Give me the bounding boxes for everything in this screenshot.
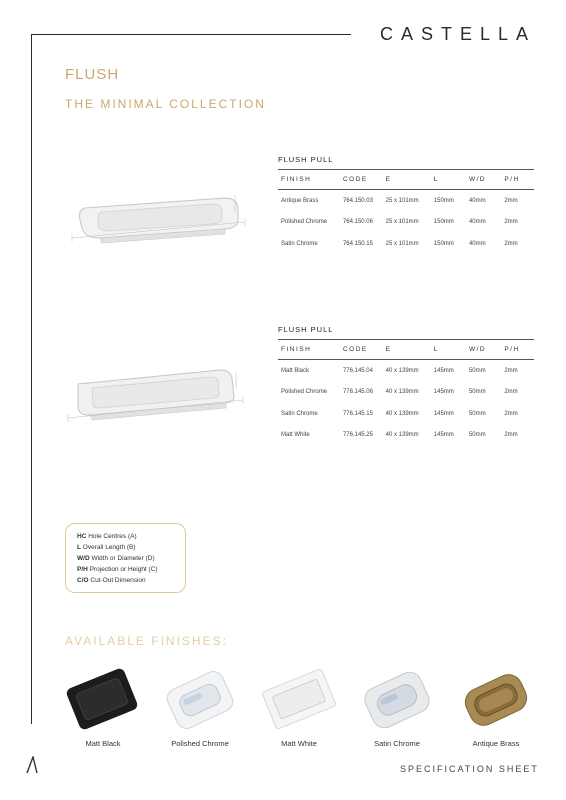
column-header-finish: FINISH <box>278 340 340 360</box>
table-cell: Satin Chrome <box>281 240 318 247</box>
table-cell: 2mm <box>504 367 518 374</box>
footer-label: SPECIFICATION SHEET <box>400 764 539 774</box>
finish-swatch-polished-chrome <box>160 665 240 748</box>
table-row <box>278 360 534 382</box>
column-header-ph: P/H <box>501 170 534 190</box>
table-header-row <box>278 170 534 190</box>
table-cell: 40 x 139mm <box>385 367 419 374</box>
legend-abbr: HC <box>77 533 87 540</box>
finish-label: Satin Chrome <box>374 739 420 748</box>
column-header-code: CODE <box>340 340 383 360</box>
table-row <box>278 403 534 425</box>
legend-text: Cut-Out Dimension <box>90 577 146 584</box>
column-header-l: L <box>431 170 466 190</box>
available-finishes-heading: AVAILABLE FINISHES: <box>65 634 228 648</box>
column-header-code: CODE <box>340 170 383 190</box>
table-cell: 2mm <box>504 410 518 417</box>
finish-swatch-matt-black <box>63 665 143 748</box>
finish-swatch-matt-white <box>259 665 339 748</box>
spec-table-heading: FLUSH PULL <box>278 325 334 334</box>
legend-abbr: C/O <box>77 577 89 584</box>
table-cell: 25 x 101mm <box>385 197 419 204</box>
table-cell: 2mm <box>504 389 518 396</box>
table-cell: Polished Chrome <box>281 389 328 396</box>
legend-item <box>66 566 185 577</box>
table-row <box>278 190 534 212</box>
legend-abbr: W/D <box>77 555 90 562</box>
table-cell: 764.150.15 <box>342 240 373 247</box>
legend-text: Projection or Height (C) <box>89 566 158 573</box>
legend-text: Hole Centres (A) <box>88 533 137 540</box>
table-cell: 145mm <box>433 367 454 374</box>
table-cell: 40 x 139mm <box>385 389 419 396</box>
table-cell: 25 x 101mm <box>385 219 419 226</box>
finish-label: Antique Brass <box>472 739 520 748</box>
column-header-e: E <box>383 170 431 190</box>
table-cell: 50mm <box>468 389 486 396</box>
finish-image <box>160 665 240 735</box>
product-drawing-flush-pull-1 <box>60 190 250 260</box>
table-cell: 776.145.15 <box>342 410 373 417</box>
finish-swatch-satin-chrome <box>357 665 437 748</box>
table-cell: 776.145.25 <box>342 432 373 439</box>
product-drawing-flush-pull-2 <box>60 360 250 435</box>
table-cell: Polished Chrome <box>281 219 328 226</box>
column-header-wd: W/D <box>466 340 501 360</box>
abbreviation-legend <box>65 523 186 593</box>
table-cell: 150mm <box>433 197 454 204</box>
table-cell: 40 x 139mm <box>385 410 419 417</box>
table-cell: 2mm <box>504 219 518 226</box>
legend-abbr: L <box>77 544 81 551</box>
legend-item <box>66 533 185 544</box>
finish-image <box>456 665 536 735</box>
table-row <box>278 212 534 234</box>
table-cell: 776.145.04 <box>342 367 373 374</box>
table-cell: 764.150.06 <box>342 219 373 226</box>
frame-left-line <box>31 34 32 724</box>
finish-image <box>357 665 437 735</box>
table-cell: 2mm <box>504 197 518 204</box>
legend-text: Width or Diameter (D) <box>91 555 155 562</box>
frame-top-line <box>31 34 351 35</box>
table-cell: Matt Black <box>281 367 310 374</box>
table-cell: 764.150.03 <box>342 197 373 204</box>
spec-table-flush-pull-2 <box>278 325 534 446</box>
legend-item <box>66 577 185 588</box>
table-cell: 2mm <box>504 240 518 247</box>
table-row <box>278 233 534 255</box>
column-header-wd: W/D <box>466 170 501 190</box>
table-cell: 40mm <box>468 219 486 226</box>
table-cell: Antique Brass <box>281 197 319 204</box>
spec-table-flush-pull-1 <box>278 155 534 255</box>
table-cell: 25 x 101mm <box>385 240 419 247</box>
finish-label: Matt Black <box>85 739 121 748</box>
spec-table-heading: FLUSH PULL <box>278 155 334 164</box>
column-header-e: E <box>383 340 431 360</box>
table-cell: 50mm <box>468 410 486 417</box>
table-cell: 150mm <box>433 240 454 247</box>
legend-text: Overall Length (B) <box>82 544 136 551</box>
finish-label: Matt White <box>281 739 317 748</box>
finish-label: Polished Chrome <box>171 739 229 748</box>
table-cell: 50mm <box>468 367 486 374</box>
table-cell: Matt White <box>281 432 310 439</box>
table-header-row <box>278 340 534 360</box>
table-cell: Satin Chrome <box>281 410 318 417</box>
table-cell: 2mm <box>504 432 518 439</box>
table-cell: 150mm <box>433 219 454 226</box>
page-title: FLUSH <box>65 66 120 83</box>
table-cell: 776.145.06 <box>342 389 373 396</box>
legend-item <box>66 544 185 555</box>
column-header-ph: P/H <box>501 340 534 360</box>
table-cell: 40mm <box>468 240 486 247</box>
finish-image <box>63 665 143 735</box>
finish-image <box>259 665 339 735</box>
legend-item <box>66 555 185 566</box>
table-row <box>278 382 534 404</box>
spec-table <box>278 169 534 255</box>
castella-mark-icon <box>25 756 39 777</box>
table-cell: 40mm <box>468 197 486 204</box>
finish-swatch-antique-brass <box>456 665 536 748</box>
table-row <box>278 425 534 447</box>
legend-abbr: P/H <box>77 566 88 573</box>
spec-table <box>278 339 534 446</box>
column-header-l: L <box>431 340 466 360</box>
brand-logo: CASTELLA <box>380 24 537 44</box>
page-subtitle: THE MINIMAL COLLECTION <box>65 97 266 111</box>
table-cell: 145mm <box>433 410 454 417</box>
table-cell: 145mm <box>433 432 454 439</box>
table-cell: 40 x 139mm <box>385 432 419 439</box>
table-cell: 145mm <box>433 389 454 396</box>
table-cell: 50mm <box>468 432 486 439</box>
column-header-finish: FINISH <box>278 170 340 190</box>
